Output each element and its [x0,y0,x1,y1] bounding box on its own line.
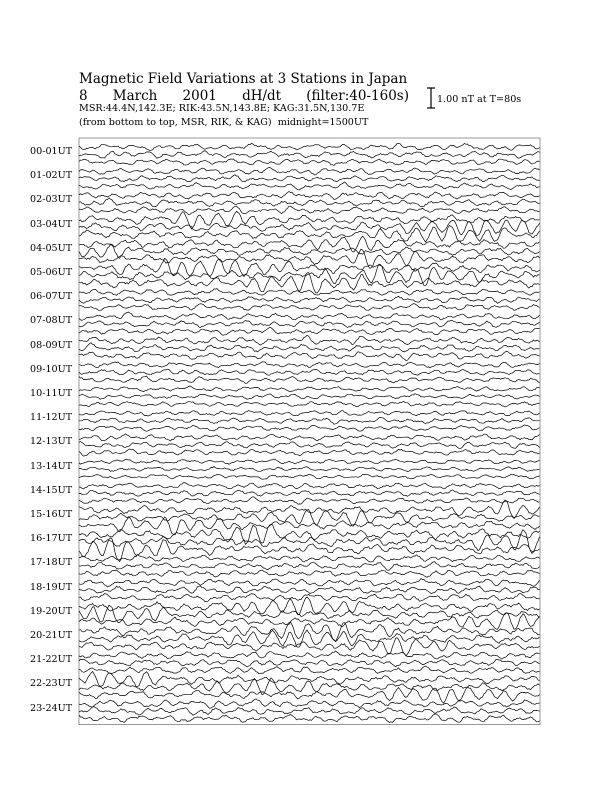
trace-kag [79,168,540,176]
trace-kag [79,459,540,464]
trace-kag [79,312,540,320]
hour-label: 03-04UT [30,218,73,230]
trace-msr [79,328,540,336]
trace-msr [79,351,540,360]
trace-rik [79,442,540,449]
hour-label: 23-24UT [30,702,73,714]
trace-msr [79,594,540,602]
midnight-note: midnight=1500UT [277,117,369,128]
trace-kag [79,362,540,368]
hour-label: 12-13UT [30,436,73,448]
hour-label: 11-12UT [30,412,73,424]
hour-label: 18-19UT [30,581,73,593]
hour-label: 09-10UT [30,363,73,375]
trace-msr [79,497,540,505]
trace-kag [79,143,540,150]
trace-rik [79,296,540,303]
trace-rik [79,562,540,571]
trace-rik [79,707,540,716]
hour-label: 16-17UT [30,533,73,545]
trace-kag [79,192,540,200]
trace-msr [79,425,540,431]
trace-rik [79,198,540,207]
trace-kag [79,434,540,441]
trace-rik [79,320,540,327]
trace-kag [79,236,540,252]
trace-rik [79,490,540,496]
stations-line: MSR:44.4N,142.3E; RIK:43.5N,143.8E; KAG:31.5N,130.7E [79,103,365,114]
trace-msr [79,570,540,577]
trace-kag [79,579,540,587]
trace-kag [79,386,540,392]
trace-msr [79,687,540,703]
hour-label: 13-14UT [30,460,73,472]
date-year: 2001 [182,88,217,104]
hour-label: 20-21UT [30,630,73,641]
scale-label: 1.00 nT at T=80s [437,94,522,105]
trace-msr [79,666,540,674]
hour-label: 22-23UT [30,678,73,690]
trace-msr [79,376,540,383]
trace-msr [79,206,540,215]
trace-rik [79,394,540,400]
hour-label: 06-07UT [30,291,73,303]
hour-label: 04-05UT [30,242,73,254]
trace-kag [79,335,540,345]
hour-label: 08-09UT [30,339,73,351]
trace-msr [79,474,540,479]
hour-label: 05-06UT [30,267,73,278]
hour-label: 17-18UT [30,557,73,569]
trace-kag [79,524,540,544]
hour-label: 07-08UT [30,315,73,327]
trace-kag [79,211,540,229]
trace-msr [79,249,540,268]
trace-rik [79,586,540,594]
date-month: March [112,88,158,104]
trace-rik [79,417,540,424]
hour-label: 19-20UT [30,605,73,617]
hour-label: 02-03UT [30,194,73,206]
trace-kag [79,555,540,562]
trace-rik [79,244,540,258]
trace-kag [79,699,540,708]
hour-label: 14-15UT [30,484,73,496]
trace-kag [79,622,540,641]
trace-msr [79,304,540,311]
hour-label: 15-16UT [30,509,73,520]
trace-msr [79,402,540,407]
date-day: 8 [79,88,88,104]
trace-kag [79,411,540,417]
component-label: dH/dt [242,88,282,104]
trace-kag [79,672,540,687]
chart-title: Magnetic Field Variations at 3 Stations in Japan [79,71,408,87]
hour-label: 21-22UT [30,654,73,666]
trace-msr [79,714,540,723]
trace-kag [79,482,540,489]
trace-msr [79,449,540,456]
trace-msr [79,159,540,165]
trace-msr [79,613,540,630]
hour-label: 01-02UT [30,170,73,182]
trace-kag [79,651,540,659]
trace-rik [79,175,540,182]
trace-msr [79,225,540,242]
trace-kag [79,289,540,296]
trace-rik [79,659,540,667]
trace-rik [79,467,540,472]
hour-label: 00-01UT [30,146,73,157]
station-order-note: (from bottom to top, MSR, RIK, & KAG) [79,117,272,128]
trace-msr [79,182,540,190]
plot-frame [79,138,540,725]
trace-kag [79,500,540,518]
trace-rik [79,678,540,695]
trace-rik [79,605,540,622]
hour-label: 10-11UT [30,388,73,399]
trace-rik [79,151,540,159]
trace-rik [79,369,540,375]
trace-rik [79,343,540,352]
filter-label: (filter:40-160s) [306,88,409,104]
